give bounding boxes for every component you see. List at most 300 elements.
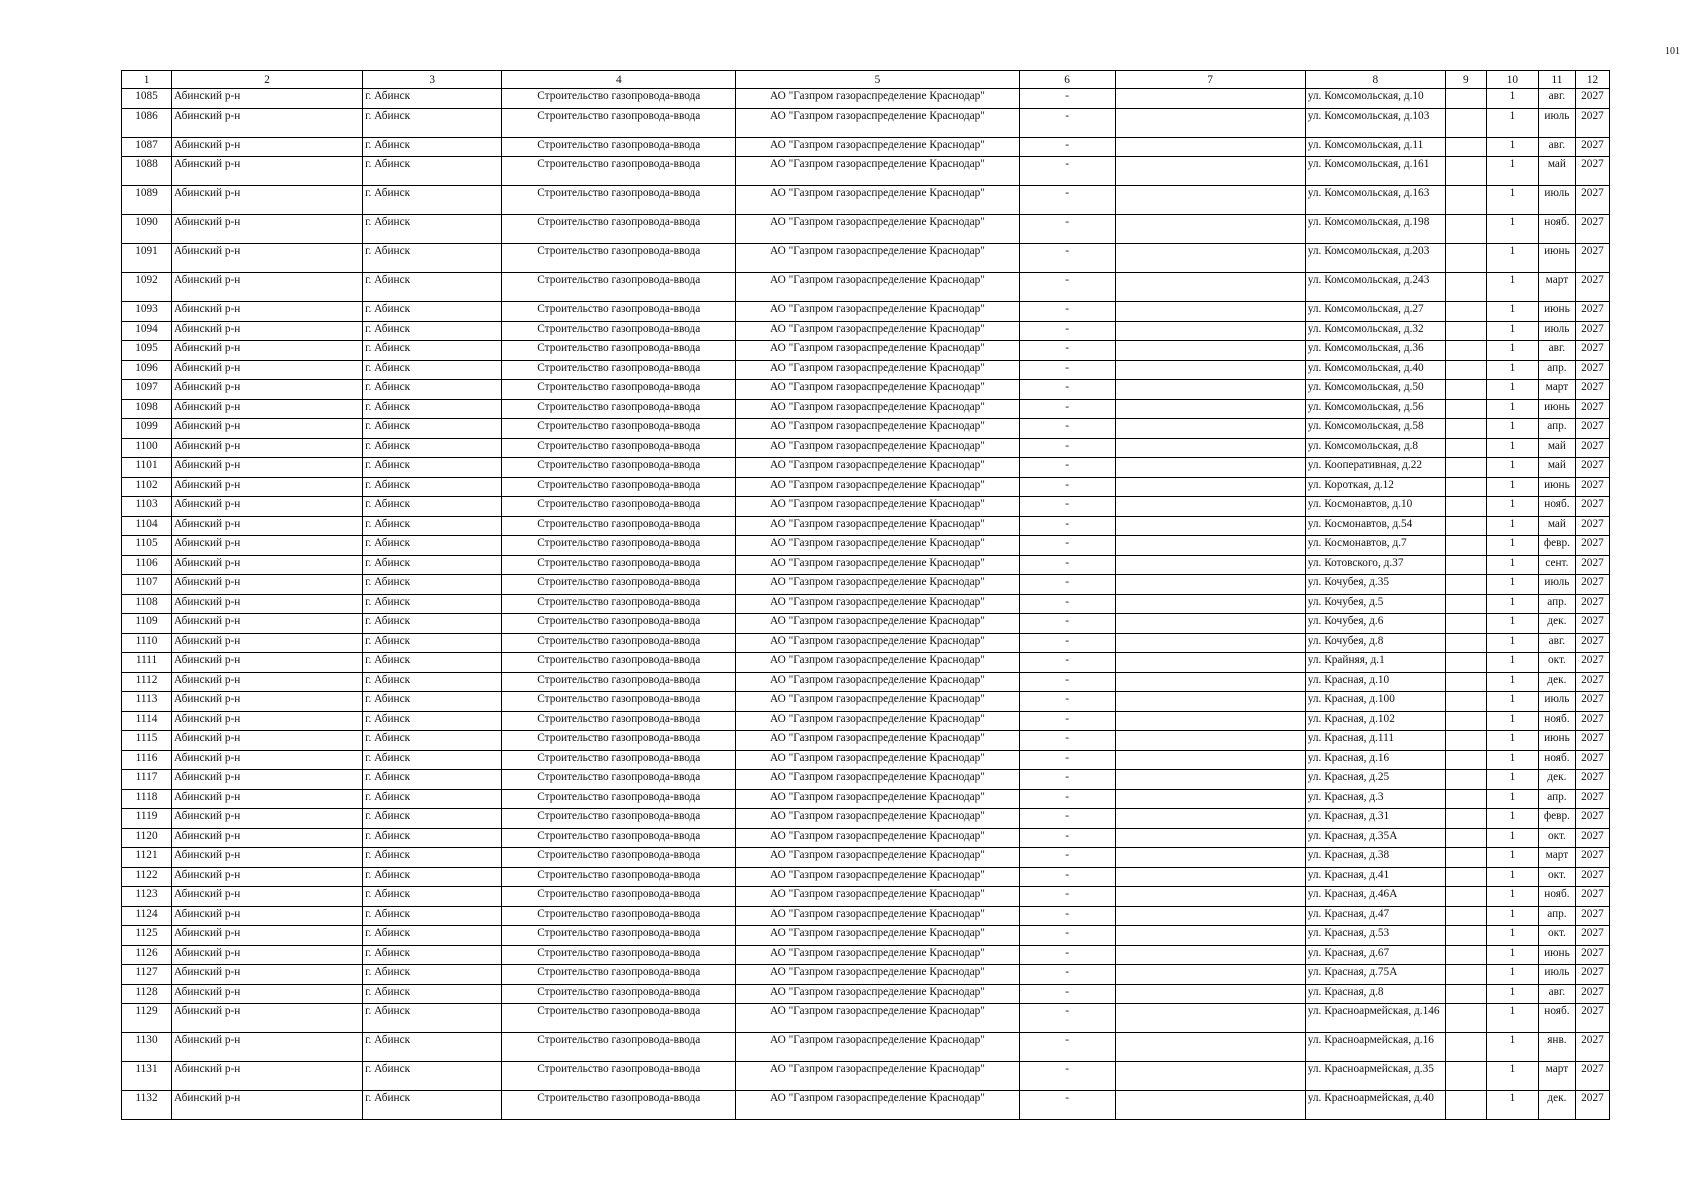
row-number-cell: 1092: [122, 273, 172, 302]
month-cell: окт.: [1538, 653, 1575, 673]
year-cell: 2027: [1575, 536, 1609, 556]
month-cell: март: [1538, 848, 1575, 868]
address-cell: ул. Кооперативная, д.22: [1305, 458, 1445, 478]
col9-cell: [1445, 887, 1486, 907]
col6-cell: -: [1019, 157, 1115, 186]
col7-cell: [1115, 536, 1305, 556]
city-cell: г. Абинск: [363, 575, 502, 595]
year-cell: 2027: [1575, 89, 1609, 109]
district-cell: Абинский р-н: [172, 536, 363, 556]
address-cell: ул. Комсомольская, д.10: [1305, 89, 1445, 109]
district-cell: Абинский р-н: [172, 137, 363, 157]
row-number-cell: 1112: [122, 672, 172, 692]
count-cell: 1: [1486, 926, 1538, 946]
row-number-cell: 1114: [122, 711, 172, 731]
address-cell: ул. Красная, д.67: [1305, 945, 1445, 965]
table-row: [122, 419, 1610, 439]
row-number-cell: 1130: [122, 1033, 172, 1062]
work-type-cell: Строительство газопровода-ввода: [502, 536, 736, 556]
city-cell: г. Абинск: [363, 186, 502, 215]
col9-cell: [1445, 731, 1486, 751]
table-row: [122, 302, 1610, 322]
table-row: [122, 828, 1610, 848]
district-cell: Абинский р-н: [172, 186, 363, 215]
city-cell: г. Абинск: [363, 477, 502, 497]
address-cell: ул. Комсомольская, д.58: [1305, 419, 1445, 439]
city-cell: г. Абинск: [363, 555, 502, 575]
month-cell: янв.: [1538, 1033, 1575, 1062]
col9-cell: [1445, 594, 1486, 614]
table-row: [122, 273, 1610, 302]
month-cell: нояб.: [1538, 711, 1575, 731]
district-cell: Абинский р-н: [172, 419, 363, 439]
address-cell: ул. Кочубея, д.35: [1305, 575, 1445, 595]
count-cell: 1: [1486, 497, 1538, 517]
table-body: [122, 89, 1610, 1120]
city-cell: г. Абинск: [363, 945, 502, 965]
table-row: [122, 186, 1610, 215]
organization-cell: АО "Газпром газораспределение Краснодар": [736, 906, 1019, 926]
address-cell: ул. Комсомольская, д.163: [1305, 186, 1445, 215]
year-cell: 2027: [1575, 926, 1609, 946]
district-cell: Абинский р-н: [172, 497, 363, 517]
row-number-cell: 1124: [122, 906, 172, 926]
col6-cell: -: [1019, 380, 1115, 400]
address-cell: ул. Красная, д.53: [1305, 926, 1445, 946]
city-cell: г. Абинск: [363, 1033, 502, 1062]
city-cell: г. Абинск: [363, 157, 502, 186]
work-type-cell: Строительство газопровода-ввода: [502, 419, 736, 439]
city-cell: г. Абинск: [363, 789, 502, 809]
month-cell: дек.: [1538, 614, 1575, 634]
col9-cell: [1445, 984, 1486, 1004]
address-cell: ул. Комсомольская, д.103: [1305, 108, 1445, 137]
month-cell: июнь: [1538, 399, 1575, 419]
district-cell: Абинский р-н: [172, 633, 363, 653]
col7-cell: [1115, 594, 1305, 614]
col9-cell: [1445, 108, 1486, 137]
col6-cell: -: [1019, 594, 1115, 614]
count-cell: 1: [1486, 302, 1538, 322]
organization-cell: АО "Газпром газораспределение Краснодар": [736, 809, 1019, 829]
city-cell: г. Абинск: [363, 244, 502, 273]
year-cell: 2027: [1575, 302, 1609, 322]
month-cell: окт.: [1538, 828, 1575, 848]
count-cell: 1: [1486, 438, 1538, 458]
organization-cell: АО "Газпром газораспределение Краснодар": [736, 438, 1019, 458]
organization-cell: АО "Газпром газораспределение Краснодар": [736, 711, 1019, 731]
year-cell: 2027: [1575, 1091, 1609, 1120]
row-number-cell: 1095: [122, 341, 172, 361]
district-cell: Абинский р-н: [172, 575, 363, 595]
table-row: [122, 770, 1610, 790]
row-number-cell: 1104: [122, 516, 172, 536]
address-cell: ул. Красноармейская, д.40: [1305, 1091, 1445, 1120]
address-cell: ул. Красная, д.100: [1305, 692, 1445, 712]
address-cell: ул. Красноармейская, д.35: [1305, 1062, 1445, 1091]
count-cell: 1: [1486, 186, 1538, 215]
organization-cell: АО "Газпром газораспределение Краснодар": [736, 594, 1019, 614]
organization-cell: АО "Газпром газораспределение Краснодар": [736, 419, 1019, 439]
row-number-cell: 1123: [122, 887, 172, 907]
col6-cell: -: [1019, 516, 1115, 536]
month-cell: нояб.: [1538, 497, 1575, 517]
district-cell: Абинский р-н: [172, 887, 363, 907]
district-cell: Абинский р-н: [172, 848, 363, 868]
year-cell: 2027: [1575, 828, 1609, 848]
col7-cell: [1115, 273, 1305, 302]
count-cell: 1: [1486, 399, 1538, 419]
work-type-cell: Строительство газопровода-ввода: [502, 555, 736, 575]
col9-cell: [1445, 1004, 1486, 1033]
district-cell: Абинский р-н: [172, 1033, 363, 1062]
col7-cell: [1115, 731, 1305, 751]
work-type-cell: Строительство газопровода-ввода: [502, 215, 736, 244]
city-cell: г. Абинск: [363, 1091, 502, 1120]
table-row: [122, 887, 1610, 907]
col7-cell: [1115, 477, 1305, 497]
address-cell: ул. Комсомольская, д.56: [1305, 399, 1445, 419]
col6-cell: -: [1019, 458, 1115, 478]
col6-cell: -: [1019, 809, 1115, 829]
table-row: [122, 848, 1610, 868]
table-row: [122, 984, 1610, 1004]
row-number-cell: 1118: [122, 789, 172, 809]
organization-cell: АО "Газпром газораспределение Краснодар": [736, 1004, 1019, 1033]
table-row: [122, 1033, 1610, 1062]
row-number-cell: 1096: [122, 360, 172, 380]
address-cell: ул. Красная, д.3: [1305, 789, 1445, 809]
city-cell: г. Абинск: [363, 137, 502, 157]
work-type-cell: Строительство газопровода-ввода: [502, 1004, 736, 1033]
organization-cell: АО "Газпром газораспределение Краснодар": [736, 399, 1019, 419]
count-cell: 1: [1486, 458, 1538, 478]
count-cell: 1: [1486, 516, 1538, 536]
district-cell: Абинский р-н: [172, 477, 363, 497]
work-type-cell: Строительство газопровода-ввода: [502, 711, 736, 731]
row-number-cell: 1106: [122, 555, 172, 575]
address-cell: ул. Комсомольская, д.8: [1305, 438, 1445, 458]
col9-cell: [1445, 789, 1486, 809]
month-cell: май: [1538, 516, 1575, 536]
col7-cell: [1115, 419, 1305, 439]
work-type-cell: Строительство газопровода-ввода: [502, 731, 736, 751]
table-row: [122, 477, 1610, 497]
col9-cell: [1445, 157, 1486, 186]
count-cell: 1: [1486, 653, 1538, 673]
work-type-cell: Строительство газопровода-ввода: [502, 360, 736, 380]
col7-cell: [1115, 828, 1305, 848]
table-row: [122, 321, 1610, 341]
col9-cell: [1445, 633, 1486, 653]
col9-cell: [1445, 1062, 1486, 1091]
district-cell: Абинский р-н: [172, 594, 363, 614]
year-cell: 2027: [1575, 477, 1609, 497]
col6-cell: -: [1019, 186, 1115, 215]
organization-cell: АО "Газпром газораспределение Краснодар": [736, 1091, 1019, 1120]
header-col-2: 2: [172, 71, 363, 89]
address-cell: ул. Комсомольская, д.11: [1305, 137, 1445, 157]
col9-cell: [1445, 906, 1486, 926]
row-number-cell: 1097: [122, 380, 172, 400]
count-cell: 1: [1486, 614, 1538, 634]
col7-cell: [1115, 157, 1305, 186]
month-cell: авг.: [1538, 89, 1575, 109]
count-cell: 1: [1486, 828, 1538, 848]
city-cell: г. Абинск: [363, 108, 502, 137]
work-type-cell: Строительство газопровода-ввода: [502, 926, 736, 946]
month-cell: нояб.: [1538, 750, 1575, 770]
count-cell: 1: [1486, 244, 1538, 273]
address-cell: ул. Комсомольская, д.32: [1305, 321, 1445, 341]
month-cell: нояб.: [1538, 1004, 1575, 1033]
organization-cell: АО "Газпром газораспределение Краснодар": [736, 575, 1019, 595]
row-number-cell: 1089: [122, 186, 172, 215]
table-row: [122, 672, 1610, 692]
district-cell: Абинский р-н: [172, 380, 363, 400]
month-cell: июль: [1538, 692, 1575, 712]
col9-cell: [1445, 497, 1486, 517]
col7-cell: [1115, 906, 1305, 926]
col7-cell: [1115, 848, 1305, 868]
table-row: [122, 575, 1610, 595]
month-cell: март: [1538, 273, 1575, 302]
organization-cell: АО "Газпром газораспределение Краснодар": [736, 984, 1019, 1004]
row-number-cell: 1094: [122, 321, 172, 341]
count-cell: 1: [1486, 887, 1538, 907]
address-cell: ул. Красная, д.16: [1305, 750, 1445, 770]
work-type-cell: Строительство газопровода-ввода: [502, 516, 736, 536]
col9-cell: [1445, 341, 1486, 361]
col9-cell: [1445, 965, 1486, 985]
col6-cell: -: [1019, 555, 1115, 575]
address-cell: ул. Кочубея, д.8: [1305, 633, 1445, 653]
month-cell: июнь: [1538, 945, 1575, 965]
address-cell: ул. Комсомольская, д.40: [1305, 360, 1445, 380]
col9-cell: [1445, 945, 1486, 965]
col9-cell: [1445, 1091, 1486, 1120]
row-number-cell: 1131: [122, 1062, 172, 1091]
year-cell: 2027: [1575, 789, 1609, 809]
col7-cell: [1115, 867, 1305, 887]
col7-cell: [1115, 341, 1305, 361]
address-cell: ул. Космонавтов, д.54: [1305, 516, 1445, 536]
work-type-cell: Строительство газопровода-ввода: [502, 1091, 736, 1120]
organization-cell: АО "Газпром газораспределение Краснодар": [736, 750, 1019, 770]
city-cell: г. Абинск: [363, 273, 502, 302]
organization-cell: АО "Газпром газораспределение Краснодар": [736, 108, 1019, 137]
month-cell: авг.: [1538, 984, 1575, 1004]
table-row: [122, 458, 1610, 478]
count-cell: 1: [1486, 555, 1538, 575]
district-cell: Абинский р-н: [172, 321, 363, 341]
col7-cell: [1115, 789, 1305, 809]
address-cell: ул. Комсомольская, д.50: [1305, 380, 1445, 400]
work-type-cell: Строительство газопровода-ввода: [502, 477, 736, 497]
address-cell: ул. Красная, д.111: [1305, 731, 1445, 751]
work-type-cell: Строительство газопровода-ввода: [502, 1062, 736, 1091]
table-row: [122, 594, 1610, 614]
work-type-cell: Строительство газопровода-ввода: [502, 186, 736, 215]
city-cell: г. Абинск: [363, 302, 502, 322]
col6-cell: -: [1019, 614, 1115, 634]
col6-cell: -: [1019, 1091, 1115, 1120]
col7-cell: [1115, 945, 1305, 965]
work-type-cell: Строительство газопровода-ввода: [502, 809, 736, 829]
col9-cell: [1445, 438, 1486, 458]
col6-cell: -: [1019, 273, 1115, 302]
table-row: [122, 89, 1610, 109]
city-cell: г. Абинск: [363, 984, 502, 1004]
col7-cell: [1115, 633, 1305, 653]
city-cell: г. Абинск: [363, 770, 502, 790]
count-cell: 1: [1486, 809, 1538, 829]
row-number-cell: 1121: [122, 848, 172, 868]
district-cell: Абинский р-н: [172, 302, 363, 322]
district-cell: Абинский р-н: [172, 809, 363, 829]
organization-cell: АО "Газпром газораспределение Краснодар": [736, 516, 1019, 536]
year-cell: 2027: [1575, 848, 1609, 868]
col9-cell: [1445, 458, 1486, 478]
row-number-cell: 1108: [122, 594, 172, 614]
col7-cell: [1115, 1033, 1305, 1062]
col9-cell: [1445, 1033, 1486, 1062]
work-type-cell: Строительство газопровода-ввода: [502, 594, 736, 614]
col7-cell: [1115, 555, 1305, 575]
organization-cell: АО "Газпром газораспределение Краснодар": [736, 244, 1019, 273]
year-cell: 2027: [1575, 731, 1609, 751]
district-cell: Абинский р-н: [172, 244, 363, 273]
table-row: [122, 711, 1610, 731]
month-cell: авг.: [1538, 341, 1575, 361]
count-cell: 1: [1486, 867, 1538, 887]
col9-cell: [1445, 302, 1486, 322]
col6-cell: -: [1019, 341, 1115, 361]
month-cell: июль: [1538, 965, 1575, 985]
year-cell: 2027: [1575, 399, 1609, 419]
count-cell: 1: [1486, 750, 1538, 770]
year-cell: 2027: [1575, 273, 1609, 302]
organization-cell: АО "Газпром газораспределение Краснодар": [736, 926, 1019, 946]
month-cell: дек.: [1538, 1091, 1575, 1120]
city-cell: г. Абинск: [363, 867, 502, 887]
work-type-cell: Строительство газопровода-ввода: [502, 789, 736, 809]
count-cell: 1: [1486, 672, 1538, 692]
count-cell: 1: [1486, 633, 1538, 653]
col7-cell: [1115, 380, 1305, 400]
col9-cell: [1445, 653, 1486, 673]
table-row: [122, 926, 1610, 946]
row-number-cell: 1129: [122, 1004, 172, 1033]
address-cell: ул. Комсомольская, д.203: [1305, 244, 1445, 273]
table-row: [122, 399, 1610, 419]
month-cell: дек.: [1538, 672, 1575, 692]
col6-cell: -: [1019, 1033, 1115, 1062]
address-cell: ул. Короткая, д.12: [1305, 477, 1445, 497]
col6-cell: -: [1019, 731, 1115, 751]
table-row: [122, 137, 1610, 157]
row-number-cell: 1111: [122, 653, 172, 673]
year-cell: 2027: [1575, 984, 1609, 1004]
count-cell: 1: [1486, 321, 1538, 341]
table-row: [122, 1091, 1610, 1120]
district-cell: Абинский р-н: [172, 945, 363, 965]
table-row: [122, 653, 1610, 673]
col7-cell: [1115, 321, 1305, 341]
table-row: [122, 1004, 1610, 1033]
city-cell: г. Абинск: [363, 321, 502, 341]
col7-cell: [1115, 215, 1305, 244]
row-number-cell: 1091: [122, 244, 172, 273]
col9-cell: [1445, 399, 1486, 419]
col6-cell: -: [1019, 711, 1115, 731]
address-cell: ул. Крайняя, д.1: [1305, 653, 1445, 673]
district-cell: Абинский р-н: [172, 157, 363, 186]
district-cell: Абинский р-н: [172, 360, 363, 380]
year-cell: 2027: [1575, 380, 1609, 400]
month-cell: май: [1538, 157, 1575, 186]
col6-cell: -: [1019, 438, 1115, 458]
year-cell: 2027: [1575, 867, 1609, 887]
col6-cell: -: [1019, 477, 1115, 497]
col6-cell: -: [1019, 419, 1115, 439]
table-row: [122, 360, 1610, 380]
register-table: [121, 70, 1610, 1120]
count-cell: 1: [1486, 711, 1538, 731]
city-cell: г. Абинск: [363, 380, 502, 400]
col9-cell: [1445, 926, 1486, 946]
col7-cell: [1115, 692, 1305, 712]
col9-cell: [1445, 186, 1486, 215]
month-cell: апр.: [1538, 360, 1575, 380]
year-cell: 2027: [1575, 692, 1609, 712]
col6-cell: -: [1019, 497, 1115, 517]
organization-cell: АО "Газпром газораспределение Краснодар": [736, 672, 1019, 692]
organization-cell: АО "Газпром газораспределение Краснодар": [736, 380, 1019, 400]
organization-cell: АО "Газпром газораспределение Краснодар": [736, 614, 1019, 634]
col7-cell: [1115, 186, 1305, 215]
address-cell: ул. Комсомольская, д.161: [1305, 157, 1445, 186]
organization-cell: АО "Газпром газораспределение Краснодар": [736, 633, 1019, 653]
city-cell: г. Абинск: [363, 672, 502, 692]
district-cell: Абинский р-н: [172, 789, 363, 809]
col6-cell: -: [1019, 653, 1115, 673]
month-cell: нояб.: [1538, 887, 1575, 907]
col6-cell: -: [1019, 137, 1115, 157]
col6-cell: -: [1019, 360, 1115, 380]
district-cell: Абинский р-н: [172, 1004, 363, 1033]
header-col-5: 5: [736, 71, 1019, 89]
count-cell: 1: [1486, 848, 1538, 868]
col7-cell: [1115, 887, 1305, 907]
city-cell: г. Абинск: [363, 750, 502, 770]
col9-cell: [1445, 419, 1486, 439]
col9-cell: [1445, 711, 1486, 731]
col6-cell: -: [1019, 89, 1115, 109]
count-cell: 1: [1486, 380, 1538, 400]
organization-cell: АО "Газпром газораспределение Краснодар": [736, 848, 1019, 868]
city-cell: г. Абинск: [363, 1004, 502, 1033]
col6-cell: -: [1019, 399, 1115, 419]
row-number-cell: 1110: [122, 633, 172, 653]
count-cell: 1: [1486, 536, 1538, 556]
city-cell: г. Абинск: [363, 653, 502, 673]
address-cell: ул. Красная, д.46А: [1305, 887, 1445, 907]
month-cell: февр.: [1538, 809, 1575, 829]
col6-cell: -: [1019, 1004, 1115, 1033]
row-number-cell: 1126: [122, 945, 172, 965]
col6-cell: -: [1019, 848, 1115, 868]
